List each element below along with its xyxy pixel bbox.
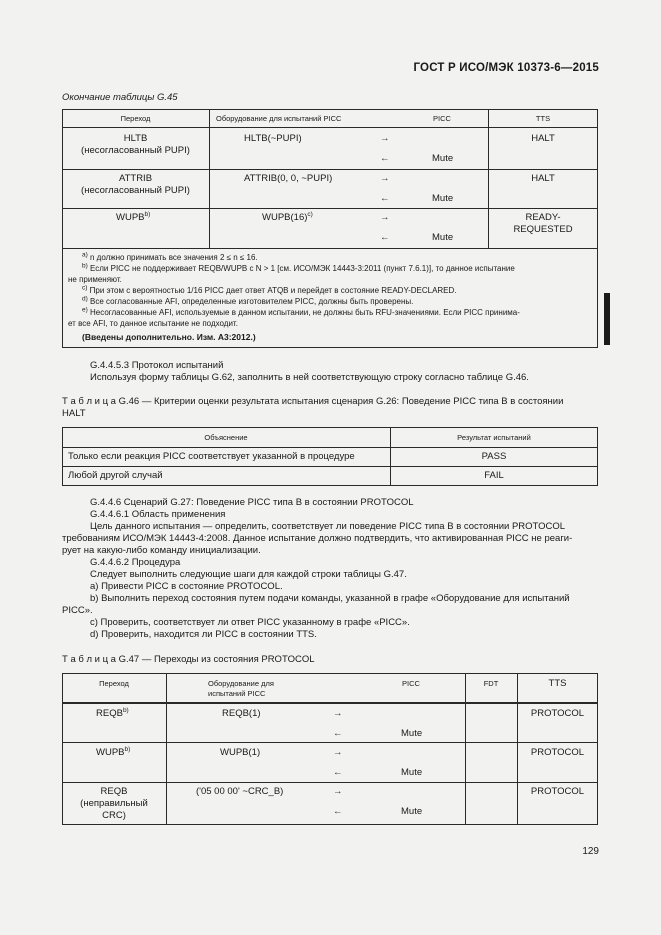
step-b-cont: PICC».	[62, 605, 93, 616]
table45-row2-picc: Mute	[432, 193, 454, 204]
table45-row1-transition: HLTB	[123, 133, 148, 144]
section-4462-text: Следует выполнить следующие шаги для каждой строки таблицы G.47.	[90, 569, 407, 580]
table45-row3-arrow-out: →	[380, 212, 390, 223]
table47-row3-picc: Mute	[401, 806, 423, 817]
table47-row3-transition-2: (неправильный	[80, 798, 148, 809]
table45-row1-arrow-out: →	[380, 133, 390, 144]
table47-row1-equipment: REQB(1)	[222, 708, 261, 719]
table47-header-fdt: FDT	[483, 679, 499, 688]
table45-row3-arrow-in: ←	[380, 232, 390, 243]
standard-header: ГОСТ Р ИСО/МЭК 10373-6—2015	[413, 62, 599, 74]
table45-header-tts: TTS	[535, 114, 551, 123]
step-d: d) Проверить, находится ли PICC в состоянии TTS.	[90, 629, 317, 640]
table47-row1-tts: PROTOCOL	[530, 708, 585, 719]
step-c: c) Проверить, соответствует ли ответ PICC указанному в графе «PICC».	[90, 617, 410, 628]
table46-caption: Т а б л и ц а G.46 — Критерии оценки результата испытания сценария G.26: Поведение PICC типа В в состоянии	[62, 396, 564, 407]
section-4461-title: G.4.4.6.1 Область применения	[90, 509, 226, 520]
section-4461-text-2: требованиям ИСО/МЭК 14443-4:2008. Данное испытание должно подтвердить, что активированная PICC не реаги-	[62, 533, 573, 544]
table47-header-picc: PICC	[402, 679, 420, 688]
table45-row2-equipment: ATTRIB(0, 0, ~PUPI)	[244, 173, 333, 184]
table45-row2-transition-note: (несогласованный PUPI)	[81, 185, 190, 196]
section-4453-title: G.4.4.5.3 Протокол испытаний	[90, 360, 224, 371]
footnote-d: $^{d)}$ Все согласованные AFI, определенные изготовителем PICC, должны быть проверены.	[82, 295, 414, 306]
table45-header-equipment: Оборудование для испытаний PICC	[216, 114, 342, 123]
section-4461-text-3: рует на какую-либо команду инициализации.	[62, 545, 261, 556]
footnote-a: $^{a)}$ n должно принимать все значения 2 ≤ n ≤ 16.	[82, 251, 258, 262]
table47-header-transition: Переход	[99, 679, 129, 688]
table46-row2-result: FAIL	[484, 470, 504, 481]
table47-row2-arrow-out: →	[333, 747, 343, 758]
page-number: 129	[582, 846, 599, 857]
table46-row1-result: PASS	[481, 451, 507, 462]
table46-row2-explanation: Любой другой случай	[68, 470, 163, 481]
table47-row1-picc: Mute	[401, 728, 423, 739]
table47-row1-transition: REQB$^{b)}$	[96, 706, 129, 719]
table45-row2-transition: ATTRIB	[118, 173, 153, 184]
table46-caption-cont: HALT	[62, 408, 86, 419]
table47-row1-arrow-in: ←	[333, 728, 343, 739]
step-a: a) Привести PICC в состояние PROTOCOL.	[90, 581, 283, 592]
table45-row3-picc: Mute	[432, 232, 454, 243]
table47-header-equipment-2: испытаний PICC	[208, 689, 266, 698]
table45-row2-tts: HALT	[531, 173, 555, 184]
table45-row3-transition: WUPB$^{b)}$	[116, 210, 151, 223]
table47-row1-arrow-out: →	[333, 708, 343, 719]
table47-row3-transition: REQB	[100, 786, 128, 797]
table45-row1-arrow-in: ←	[380, 153, 390, 164]
section-446-title: G.4.4.6 Сценарий G.27: Поведение PICC типа В в состоянии PROTOCOL	[90, 497, 414, 508]
table45-row3-tts-2: REQUESTED	[513, 224, 573, 235]
step-b: b) Выполнить переход состояния путем подачи команды, указанной в графе «Оборудование для испытаний	[90, 593, 570, 604]
table47-row3-arrow-in: ←	[333, 806, 343, 817]
table47-row2-picc: Mute	[401, 767, 423, 778]
section-4461-text-1: Цель данного испытания — определить, соответствует ли поведение PICC типа В в состоянии PROTOCOL	[90, 521, 566, 532]
table47-header-equipment-1: Оборудование для	[208, 679, 274, 688]
section-4462-title: G.4.4.6.2 Процедура	[90, 557, 181, 568]
table46-header-explanation: Объяснение	[204, 433, 248, 442]
table45-row2-arrow-in: ←	[380, 193, 390, 204]
table47-row3-arrow-out: →	[333, 786, 343, 797]
table45-caption: Окончание таблицы G.45	[62, 92, 178, 103]
table45-row1-tts: HALT	[531, 133, 555, 144]
table45-header-transition: Переход	[120, 114, 151, 123]
table47-row2-transition: WUPB$^{b)}$	[96, 745, 131, 758]
table47-row3-tts: PROTOCOL	[530, 786, 585, 797]
footnote-e-cont: ет все AFI, то данное испытание не подходит.	[68, 319, 238, 328]
table45-row1-picc: Mute	[432, 153, 454, 164]
footnote-e: $^{e)}$ Несогласованные AFI, используемые в данном испытании, не должны быть RFU-значениями. Если PICC принима-	[82, 306, 520, 317]
amendment-note: (Введены дополнительно. Изм. А3:2012.)	[82, 332, 256, 342]
table45-row3-equipment: $WUPB(16)^{c)}$	[262, 210, 313, 223]
table46-header-result: Результат испытаний	[457, 433, 531, 442]
table45-row1-equipment: HLTB(~PUPI)	[244, 133, 302, 144]
footnote-b-cont: не применяют.	[68, 275, 122, 284]
table47-header-tts: TTS	[548, 678, 567, 689]
table45-header-picc: PICC	[433, 114, 451, 123]
margin-bar	[604, 293, 610, 345]
table47-row3-transition-3: CRC)	[102, 810, 126, 821]
table45-row1-transition-note: (несогласованный PUPI)	[81, 145, 190, 156]
footnote-b: $^{b)}$ Если PICC не поддерживает REQB/WUPB с N > 1 [см. ИСО/МЭК 14443-3:2011 (пункт 7.6.1)], то данное испытание	[82, 262, 515, 273]
table45-row3-tts: READY-	[525, 212, 561, 223]
table47-caption: Т а б л и ц а G.47 — Переходы из состояния PROTOCOL	[62, 654, 315, 665]
table45-row2-arrow-out: →	[380, 173, 390, 184]
table47-row3-equipment: ('05 00 00' ~CRC_B)	[196, 786, 284, 797]
table47-row2-arrow-in: ←	[333, 767, 343, 778]
table47-row2-equipment: WUPB(1)	[220, 747, 261, 758]
section-4453-text: Используя форму таблицы G.62, заполнить в ней соответствующую строку согласно таблице G.46.	[90, 372, 529, 383]
table46-row1-explanation: Только если реакция PICC соответствует указанной в процедуре	[68, 451, 355, 462]
table47-row2-tts: PROTOCOL	[530, 747, 585, 758]
footnote-c: $^{c)}$ При этом с вероятностью 1/16 PICC дает ответ ATQB и перейдет в состояние READY-DECLARED.	[82, 284, 457, 295]
